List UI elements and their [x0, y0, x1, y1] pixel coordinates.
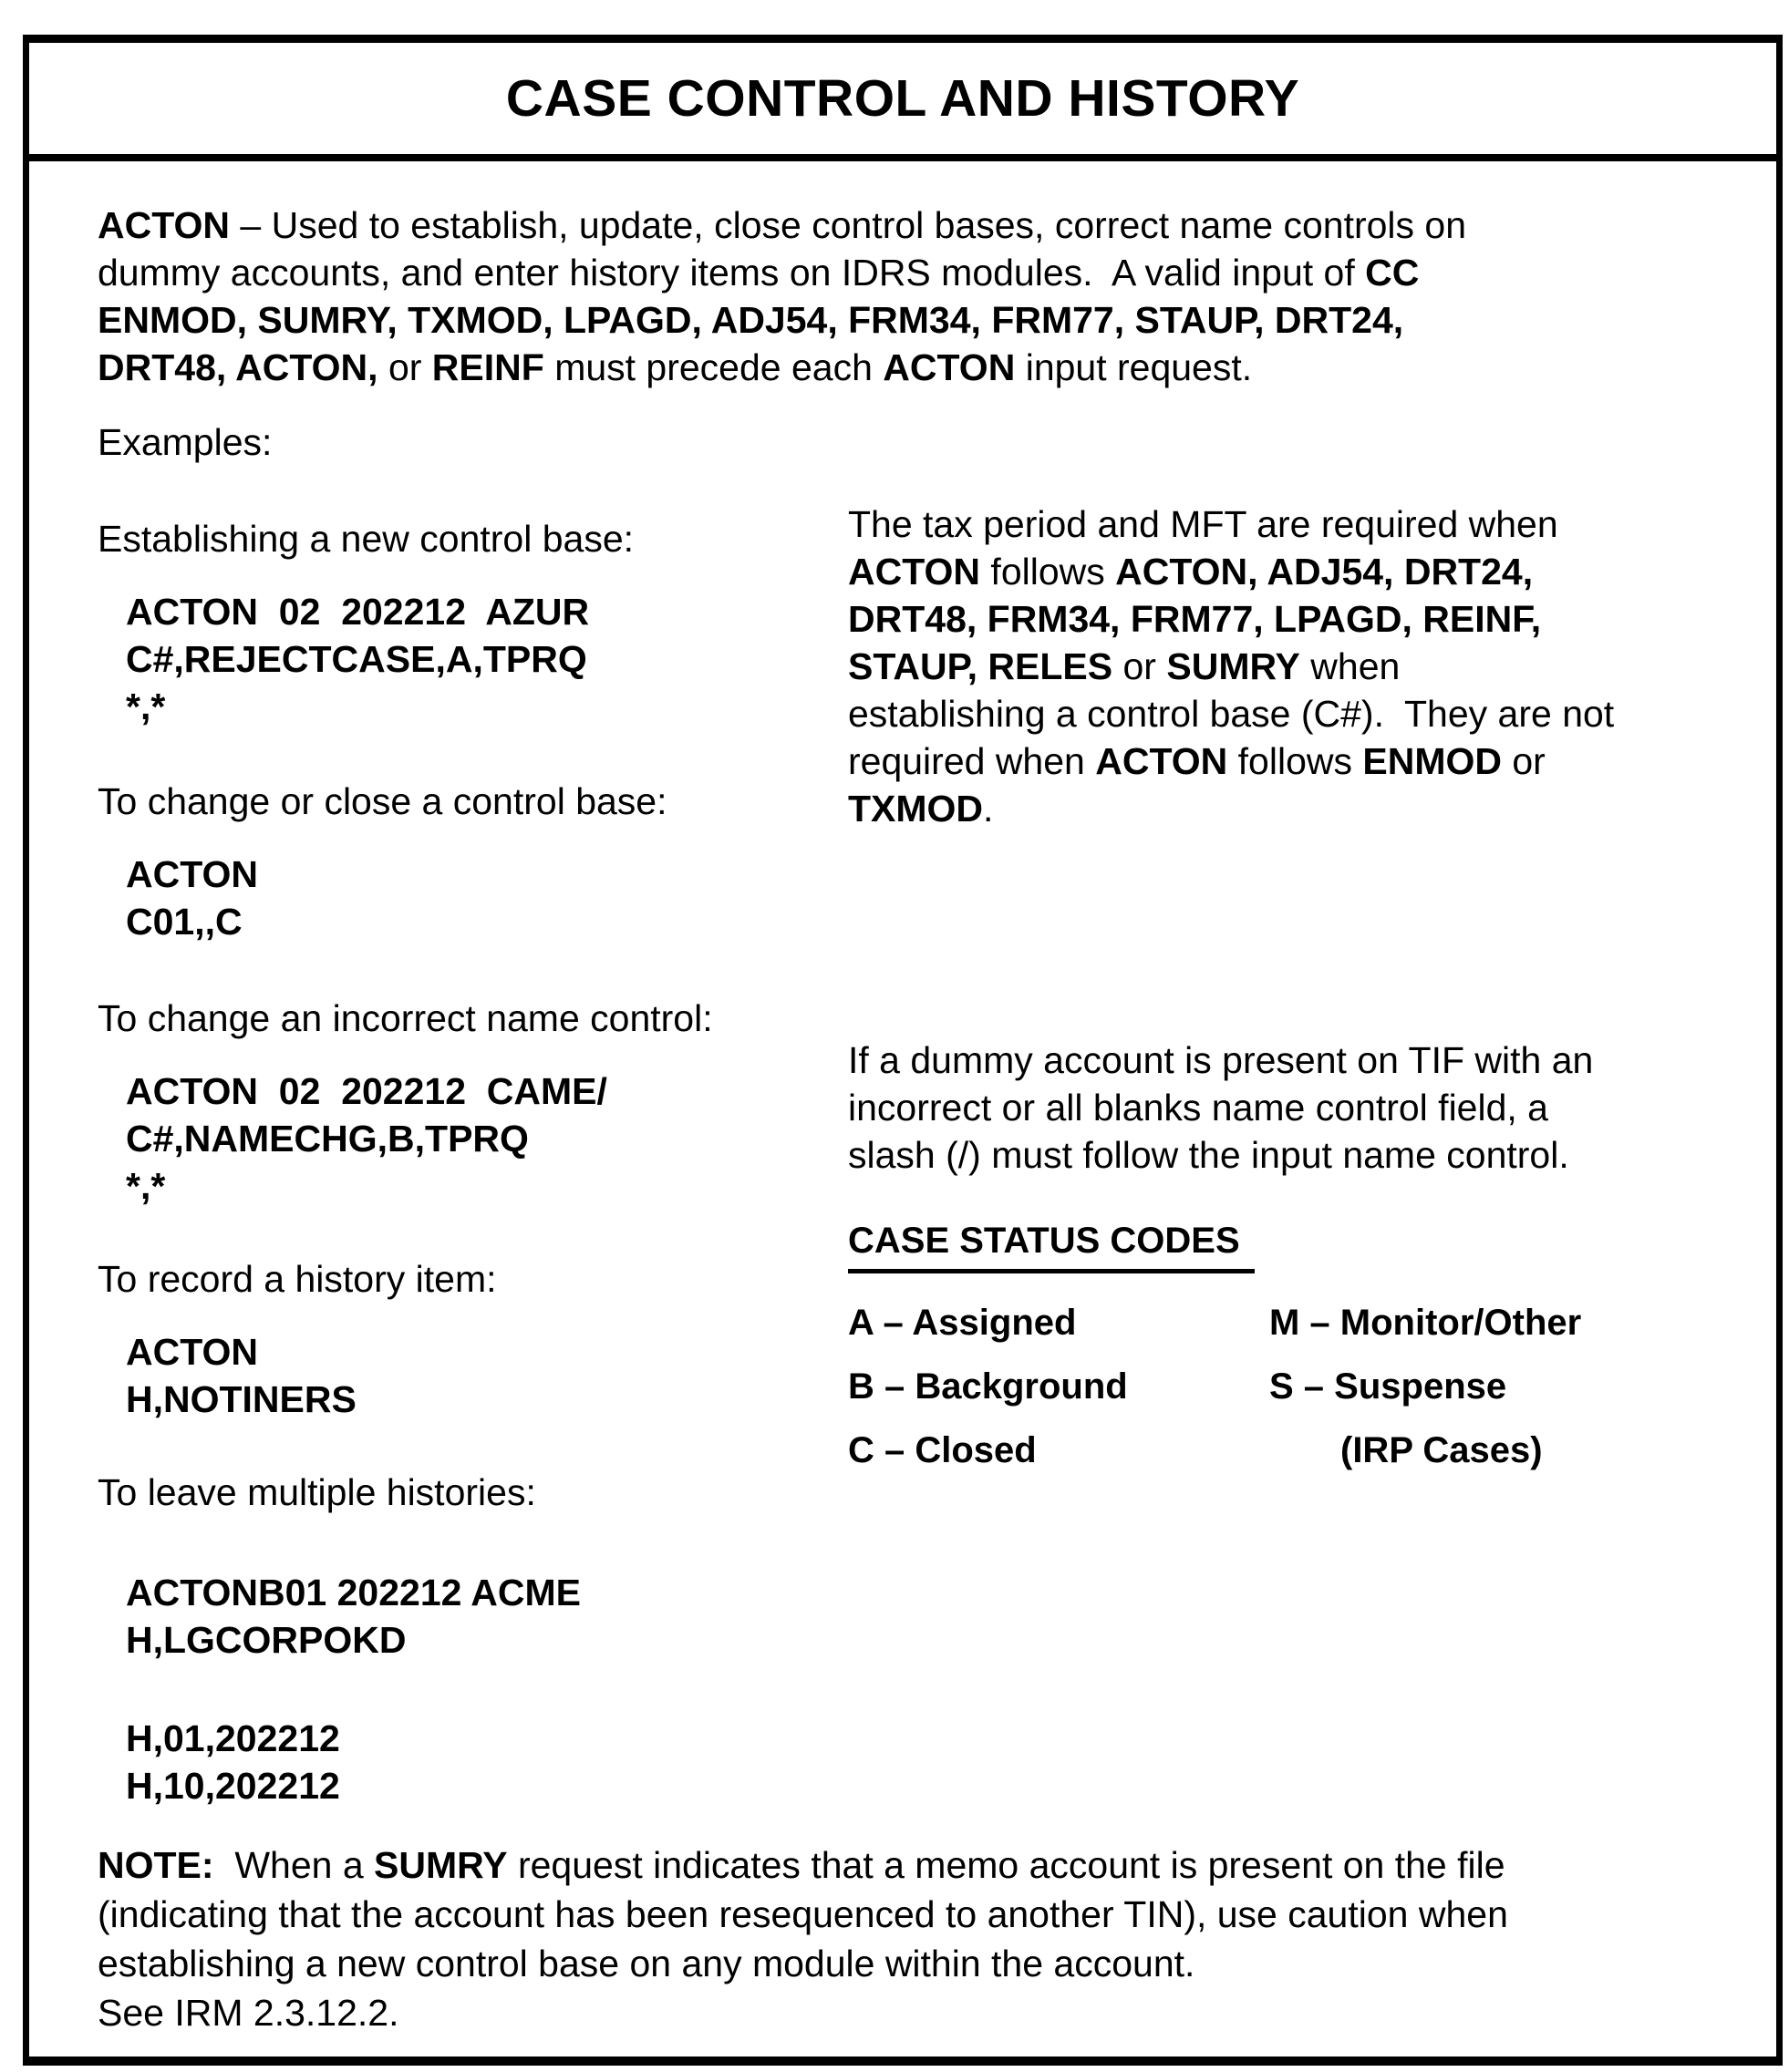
status-cell-left: C – Closed	[848, 1430, 1037, 1470]
text-line: DRT48, FRM34, FRM77, LPAGD, REINF,	[848, 598, 1542, 640]
content	[29, 201, 1776, 2037]
text-line: establishing a control base (C#). They are not	[848, 693, 1615, 735]
status-cell-left: B – Background	[848, 1366, 1128, 1407]
status-row	[848, 1427, 1731, 1474]
example-code-block	[126, 1569, 848, 1664]
status-cell-right: S – Suspense	[1269, 1366, 1507, 1407]
code-line: H,01,202212	[126, 1717, 340, 1759]
code-line: H,LGCORPOKD	[126, 1619, 407, 1661]
text-line: slash (/) must follow the input name control.	[848, 1134, 1569, 1176]
code-line: *,*	[126, 1165, 166, 1207]
text-line: TXMOD.	[848, 788, 994, 830]
code-line: ACTON 02 202212 CAME/	[126, 1070, 607, 1112]
code-line: ACTONB01 202212 ACME	[126, 1572, 582, 1613]
text-line: The tax period and MFT are required when	[848, 503, 1558, 545]
example-label: To change an incorrect name control:	[98, 997, 713, 1039]
example-code-block	[126, 1715, 848, 1809]
example-code-block	[126, 1067, 848, 1210]
tax-period-paragraph	[848, 500, 1731, 832]
text-line: ACTON – Used to establish, update, close control bases, correct name controls on	[98, 204, 1467, 246]
note-paragraph	[98, 1840, 1731, 2037]
dummy-account-paragraph	[848, 1036, 1731, 1179]
example-label: To change or close a control base:	[98, 780, 667, 822]
columns	[98, 466, 1731, 1809]
text-line: incorrect or all blanks name control field, a	[848, 1087, 1548, 1129]
case-status-heading-wrap	[848, 1217, 1731, 1273]
example-label: To record a history item:	[98, 1258, 497, 1300]
code-line: H,10,202212	[126, 1765, 340, 1807]
text-line: (indicating that the account has been resequenced to another TIN), use caution when	[98, 1893, 1508, 1935]
example-label: To leave multiple histories:	[98, 1471, 536, 1513]
status-cell-right: (IRP Cases)	[1340, 1430, 1543, 1470]
code-line: ACTON	[126, 1331, 259, 1373]
text-line: establishing a new control base on any module within the account.	[98, 1943, 1195, 1984]
text-line: If a dummy account is present on TIF with an	[848, 1039, 1594, 1081]
text-line: ENMOD, SUMRY, TXMOD, LPAGD, ADJ54, FRM34, FRM77, STAUP, DRT24,	[98, 299, 1404, 341]
text-line: STAUP, RELES or SUMRY when	[848, 645, 1401, 687]
status-row	[848, 1299, 1731, 1346]
code-line: C#,REJECTCASE,A,TPRQ	[126, 638, 587, 680]
case-status-heading: CASE STATUS CODES	[848, 1217, 1255, 1273]
text-line: See IRM 2.3.12.2.	[98, 1992, 399, 2034]
code-line: H,NOTINERS	[126, 1378, 357, 1420]
example-code-block	[126, 850, 848, 945]
text-line: ACTON follows ACTON, ADJ54, DRT24,	[848, 551, 1534, 593]
document-frame	[23, 35, 1783, 2066]
text-line: dummy accounts, and enter history items on IDRS modules. A valid input of CC	[98, 252, 1420, 294]
intro-paragraph	[98, 201, 1731, 391]
code-line: C#,NAMECHG,B,TPRQ	[126, 1118, 529, 1160]
page-title: CASE CONTROL AND HISTORY	[505, 69, 1300, 128]
code-line: *,*	[126, 686, 166, 727]
text-line: DRT48, ACTON, or REINF must precede each ACTON input request.	[98, 346, 1253, 388]
status-row	[848, 1363, 1731, 1410]
code-line: ACTON	[126, 853, 259, 895]
example-code-block	[126, 588, 848, 730]
code-line: ACTON 02 202212 AZUR	[126, 591, 590, 633]
example-code-block	[126, 1328, 848, 1423]
examples-column	[98, 466, 848, 1809]
status-cell-right: M – Monitor/Other	[1269, 1303, 1582, 1343]
examples-label: Examples:	[98, 421, 273, 463]
right-column	[848, 466, 1731, 1474]
text-line: NOTE: When a SUMRY request indicates that a memo account is present on the file	[98, 1844, 1505, 1886]
title-bar	[29, 43, 1776, 161]
text-line: required when ACTON follows ENMOD or	[848, 740, 1546, 782]
example-label: Establishing a new control base:	[98, 518, 635, 560]
status-cell-left: A – Assigned	[848, 1303, 1077, 1343]
code-line: C01,,C	[126, 901, 243, 943]
case-status-table	[848, 1299, 1731, 1474]
